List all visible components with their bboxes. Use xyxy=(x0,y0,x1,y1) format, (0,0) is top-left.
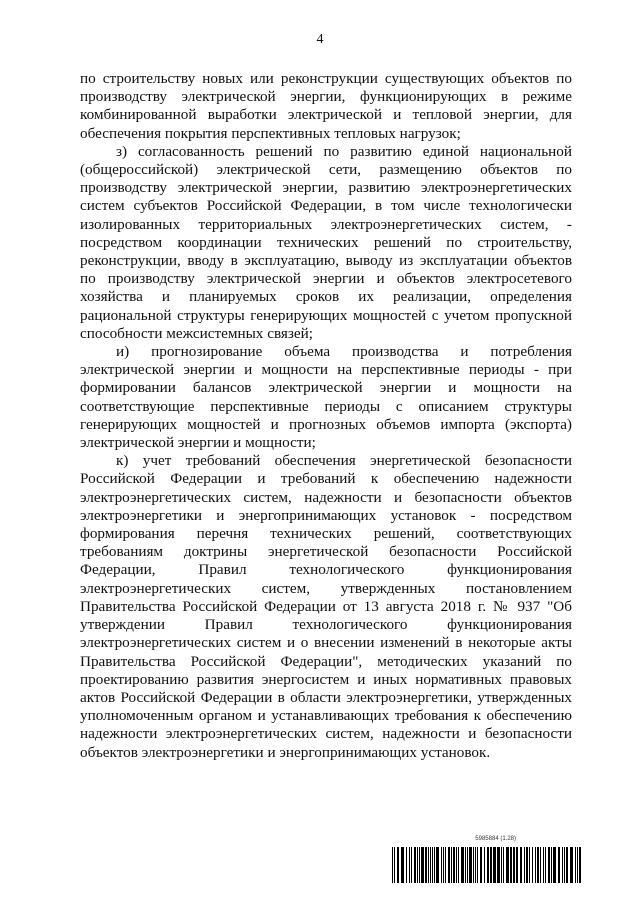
paragraph-item-k: к) учет требований обеспечения энергетической безопасности Российской Федерации и требований к обеспечению надежности электроэнергетических систем, надежности и безопасности объектов электроэнергетики и энергопринимающих установок - посредством формирования перечня технических решений, соответствующих требованиям доктрины энергетической безопасности Российской Федерации, Правил технологического функционирования электроэнергетических систем, утвержденных постановлением Правительства Российской Федерации от 13 августа 2018 г. № 937 "Об утверждении Правил технологического функционирования электроэнергетических систем и о внесении изменений в некоторые акты Правительства Российской Федерации", методических указаний по проектированию развития энергосистем и иных нормативных правовых актов Российской Федерации в области электроэнергетики, утвержденных уполномоченным органом и устанавливающих требования к обеспечению надежности электроэнергетических систем, надежности и безопасности объектов электроэнергетики и энергопринимающих установок. xyxy=(80,452,572,761)
body-text xyxy=(80,70,572,762)
barcode-block xyxy=(392,836,582,886)
page-number: 4 xyxy=(316,32,324,47)
barcode-caption: 5985884 (1.28) xyxy=(475,836,516,842)
paragraph-item-i: и) прогнозирование объема производства и потребления электрической энергии и мощности на перспективные периоды - при формировании балансов электрической энергии и мощности на соответствующие перспективные периоды с описанием структуры генерирующих мощностей и прогнозных объемов импорта (экспорта) электрической энергии и мощности; xyxy=(80,343,572,452)
paragraph-item-z: з) согласованность решений по развитию единой национальной (общероссийской) электрической сети, размещению объектов по производству электрической энергии, развитию электроэнергетических систем субъектов Российской Федерации, в том числе технологически изолированных территориальных электроэнергетических систем, - посредством координации технических решений по строительству, реконструкции, вводу в эксплуатацию, выводу из эксплуатации объектов по производству электрической энергии и объектов электросетевого хозяйства и планируемых сроков их реализации, определения рациональной структуры генерирующих мощностей с учетом пропускной способности межсистемных связей; xyxy=(80,142,572,342)
paragraph-continuation: по строительству новых или реконструкции существующих объектов по производству электрической энергии, функционирующих в режиме комбинированной выработки электрической и тепловой энергии, для обеспечения покрытия перспективных тепловых нагрузок; xyxy=(80,70,572,142)
barcode-image xyxy=(392,847,582,883)
